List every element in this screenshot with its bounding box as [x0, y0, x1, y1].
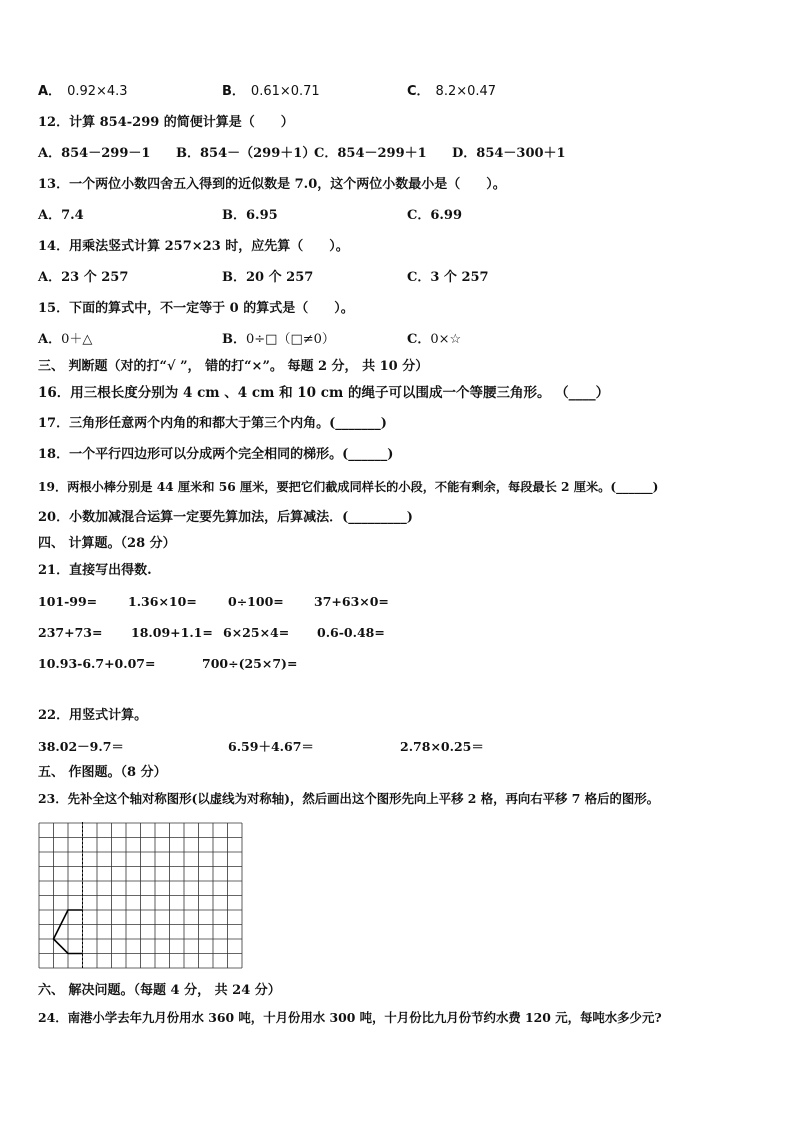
q12-option-b [176, 146, 315, 162]
section-5-heading: 五、 作图题。（8 分） [38, 765, 167, 780]
option-text: 6.99 [430, 208, 463, 223]
q21-item: 700÷(25×7)= [202, 656, 298, 671]
option-text: 23 个 257 [61, 270, 129, 285]
section-4-heading: 四、 计算题。（28 分） [38, 536, 176, 551]
q23-stem: 23．先补全这个轴对称图形(以虚线为对称轴)，然后画出这个图形先向上平移 2 格，再向右平移 7 格后的图形。 [38, 791, 660, 806]
option-letter: C． [314, 146, 338, 161]
q22-item: 38.02－9.7＝ [38, 739, 124, 754]
q22-stem: 22．用竖式计算。 [38, 708, 148, 723]
q12-option-c [314, 146, 427, 162]
q15-option-a [38, 332, 92, 348]
q15-option-c [407, 332, 461, 348]
option-letter: C． [407, 84, 430, 99]
q15-option-b [222, 332, 335, 348]
section-6-heading: 六、 解决问题。（每题 4 分， 共 24 分） [38, 983, 281, 998]
q21-item: 37+63×0= [314, 594, 389, 609]
option-text: 7.4 [61, 208, 84, 223]
q14-option-b [222, 270, 313, 286]
option-text: 854－300＋1 [476, 146, 566, 161]
q12-option-d [452, 146, 566, 162]
option-letter: B． [176, 146, 200, 161]
option-text: 0×☆ [430, 332, 462, 347]
option-letter: C． [407, 208, 431, 223]
option-letter: D． [452, 146, 477, 161]
q12-option-a [38, 146, 150, 162]
q11-option-a [38, 84, 128, 100]
q12-stem: 12．计算 854-299 的简便计算是（ ） [38, 115, 294, 130]
q14-option-a [38, 270, 128, 286]
option-text: 0＋△ [61, 332, 93, 347]
option-letter: A． [38, 84, 62, 99]
q13-option-b [222, 208, 278, 224]
q21-item: 0÷100= [228, 594, 284, 609]
q13-option-a [38, 208, 84, 224]
q11-option-c [407, 84, 496, 100]
option-letter: A． [38, 270, 62, 285]
q14-stem: 14．用乘法竖式计算 257×23 时，应先算（ ）。 [38, 239, 349, 254]
option-text: 854－299－1 [61, 146, 151, 161]
q21-item: 1.36×10= [128, 594, 197, 609]
q20: 20．小数加减混合运算一定要先算加法，后算减法．(_________) [38, 510, 413, 525]
option-text: 6.95 [246, 208, 278, 223]
q11-option-b [222, 84, 320, 100]
q19: 19．两根小棒分别是 44 厘米和 56 厘米，要把它们截成同样长的小段，不能有剩余，每段最长 2 厘米。(______) [38, 480, 659, 494]
option-letter: B． [222, 208, 246, 223]
q13-stem: 13．一个两位小数四舍五入得到的近似数是 7.0，这个两位小数最小是（ ）。 [38, 177, 506, 192]
q21-item: 0.6-0.48= [317, 625, 385, 640]
option-letter: A． [38, 146, 62, 161]
q15-stem: 15．下面的算式中，不一定等于 0 的算式是（ ）。 [38, 301, 354, 316]
option-letter: B． [222, 332, 246, 347]
q13-option-c [407, 208, 462, 224]
section-3-heading: 三、 判断题（对的打“√ ”， 错的打“×”。 每题 2 分， 共 10 分） [38, 359, 429, 374]
q21-item: 6×25×4= [223, 625, 290, 640]
option-text: 3 个 257 [430, 270, 489, 285]
q21-stem: 21．直接写出得数. [38, 563, 152, 578]
q22-item: 6.59＋4.67＝ [228, 739, 314, 754]
q21-item: 237+73= [38, 625, 103, 640]
drawing-grid[interactable] [38, 822, 244, 972]
option-text: 0.61×0.71 [250, 84, 320, 99]
option-letter: B． [222, 270, 246, 285]
q21-item: 18.09+1.1= [131, 625, 213, 640]
q21-item: 101-99= [38, 594, 98, 609]
option-text: 20 个 257 [246, 270, 314, 285]
option-text: 8.2×0.47 [435, 84, 497, 99]
option-letter: A． [38, 332, 62, 347]
option-letter: A． [38, 208, 62, 223]
option-text: 854－（299＋1） [200, 146, 316, 161]
option-text: 854－299＋1 [337, 146, 427, 161]
q24: 24．南港小学去年九月份用水 360 吨，十月份用水 300 吨，十月份比九月份节约水费 120 元，每吨水多少元? [38, 1010, 662, 1025]
option-text: 0÷□（□≠0） [246, 332, 335, 347]
option-letter: B． [222, 84, 245, 99]
q14-option-c [407, 270, 489, 286]
option-letter: C． [407, 332, 431, 347]
option-text: 0.92×4.3 [67, 84, 128, 99]
q16: 16．用三根长度分别为 4 cm 、4 cm 和 10 cm 的绳子可以围成一个等腰三角形。 （____） [38, 385, 610, 401]
q22-item: 2.78×0.25＝ [400, 739, 484, 754]
q21-item: 10.93-6.7+0.07= [38, 656, 156, 671]
q17: 17．三角形任意两个内角的和都大于第三个内角。(_______) [38, 416, 387, 431]
q18: 18．一个平行四边形可以分成两个完全相同的梯形。(______) [38, 447, 394, 462]
option-letter: C． [407, 270, 431, 285]
